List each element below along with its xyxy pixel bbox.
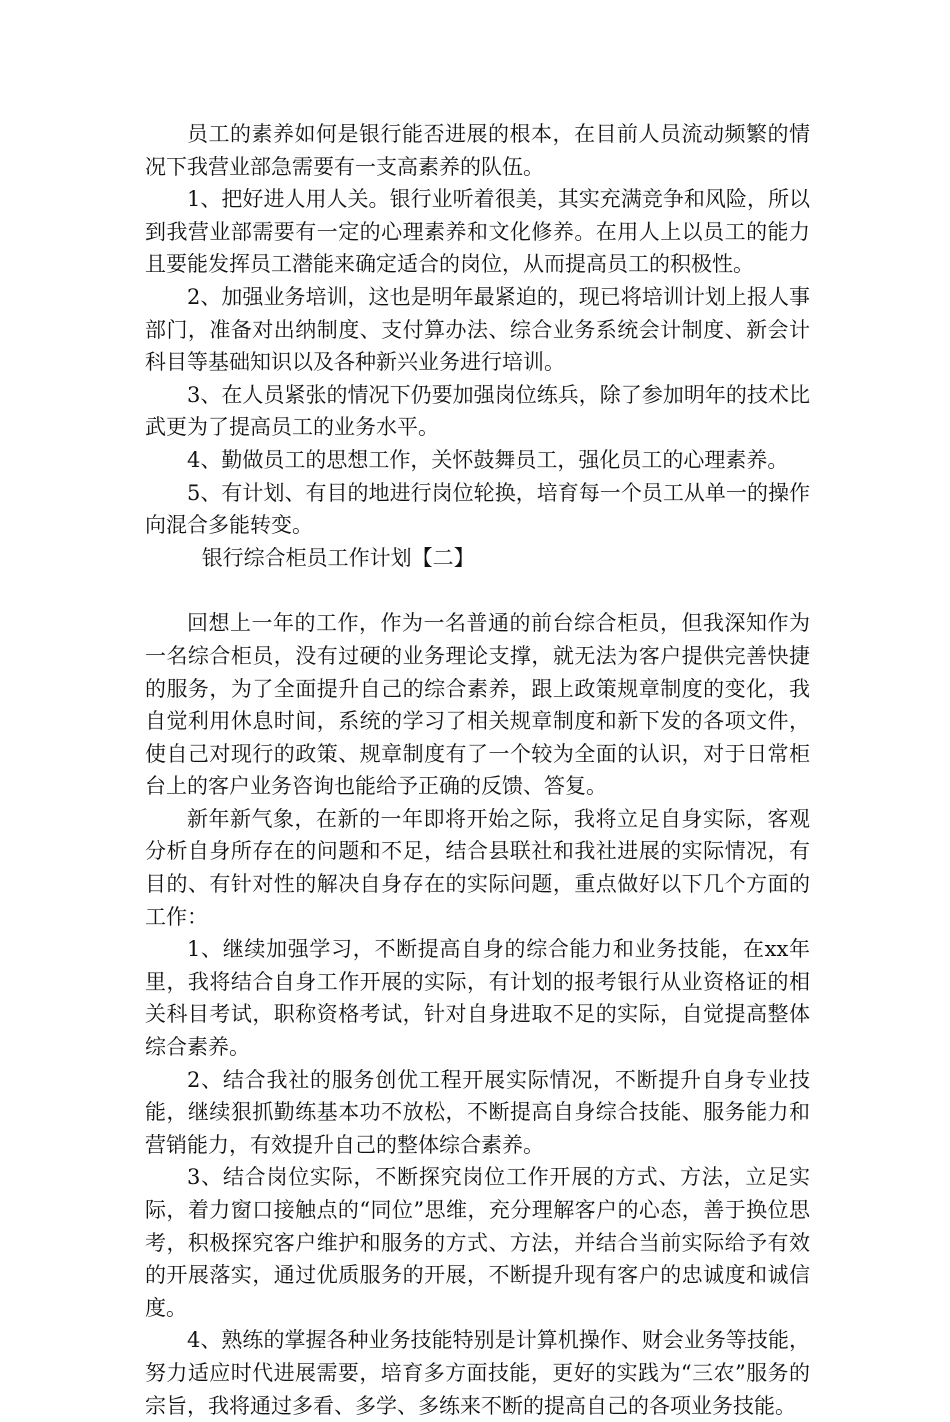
section2-title: 银行综合柜员工作计划【二】 — [201, 545, 475, 570]
section1-item-2: 2、加强业务培训，这也是明年最紧迫的，现已将培训计划上报人事部门，准备对出纳制度、支付算办法、综合业务系统会计制度、新会计科目等基础知识以及各种新兴业务进行培训。 — [145, 284, 810, 375]
section2-item-1: 1、继续加强学习，不断提高自身的综合能力和业务技能，在xx年里，我将结合自身工作开展的实际，有计划的报考银行从业资格证的相关科目考试，职称资格考试，针对自身进取不足的实际，自觉提高整体综合素养。 — [145, 937, 810, 1060]
blank-line — [145, 574, 810, 607]
section2-item-2: 2、结合我社的服务创优工程开展实际情况，不断提升自身专业技能，继续狠抓勤练基本功不放松，不断提高自身综合技能、服务能力和营销能力，有效提升自己的整体综合素养。 — [145, 1067, 810, 1157]
section1-item-1: 1、把好进人用人关。银行业听着很美，其实充满竞争和风险，所以到我营业部需要有一定的心理素养和文化修养。在用人上以员工的能力且要能发挥员工潜能来确定适合的岗位，从而提高员工的积极性。 — [145, 187, 810, 277]
section1-intro: 员工的素养如何是银行能否进展的根本，在目前人员流动频繁的情况下我营业部急需要有一支高素养的队伍。 — [145, 122, 810, 179]
section1-item-4: 4、勤做员工的思想工作，关怀鼓舞员工，强化员工的心理素养。 — [187, 447, 789, 472]
document-page — [145, 118, 810, 1422]
section1-item-3: 3、在人员紧张的情况下仍要加强岗位练兵，除了参加明年的技术比武更为了提高员工的业务水平。 — [145, 382, 810, 440]
section1-item-5: 5、有计划、有目的地进行岗位轮换，培育每一个员工从单一的操作向混合多能转变。 — [145, 480, 810, 538]
section2-item-4: 4、熟练的掌握各种业务技能特别是计算机操作、财会业务等技能，努力适应时代进展需要，培育多方面技能，更好的实践为“三农”服务的宗旨，我将通过多看、多学、多练来不断的提高自己的各项业务技能。 — [145, 1328, 810, 1418]
section2-paragraph-1: 回想上一年的工作，作为一名普通的前台综合柜员，但我深知作为一名综合柜员，没有过硬的业务理论支撑，就无法为客户提供完善快捷的服务，为了全面提升自己的综合素养，跟上政策规章制度的变化，我自觉利用休息时间，系统的学习了相关规章制度和新下发的各项文件，使自己对现行的政策、规章制度有了一个较为全面的认识，对于日常柜台上的客户业务咨询也能给予正确的反馈、答复。 — [145, 611, 810, 799]
section2-paragraph-2: 新年新气象，在新的一年即将开始之际，我将立足自身实际，客观分析自身所存在的问题和不足，结合县联社和我社进展的实际情况，有目的、有针对性的解决自身存在的实际问题，重点做好以下几个方面的工作： — [145, 806, 810, 929]
section2-item-3: 3、结合岗位实际，不断探究岗位工作开展的方式、方法，立足实际，着力窗口接触点的“同位”思维，充分理解客户的心态，善于换位思考，积极探究客户维护和服务的方式、方法，并结合当前实际给予有效的开展落实，通过优质服务的开展，不断提升现有客户的忠诚度和诚信度。 — [145, 1165, 810, 1320]
